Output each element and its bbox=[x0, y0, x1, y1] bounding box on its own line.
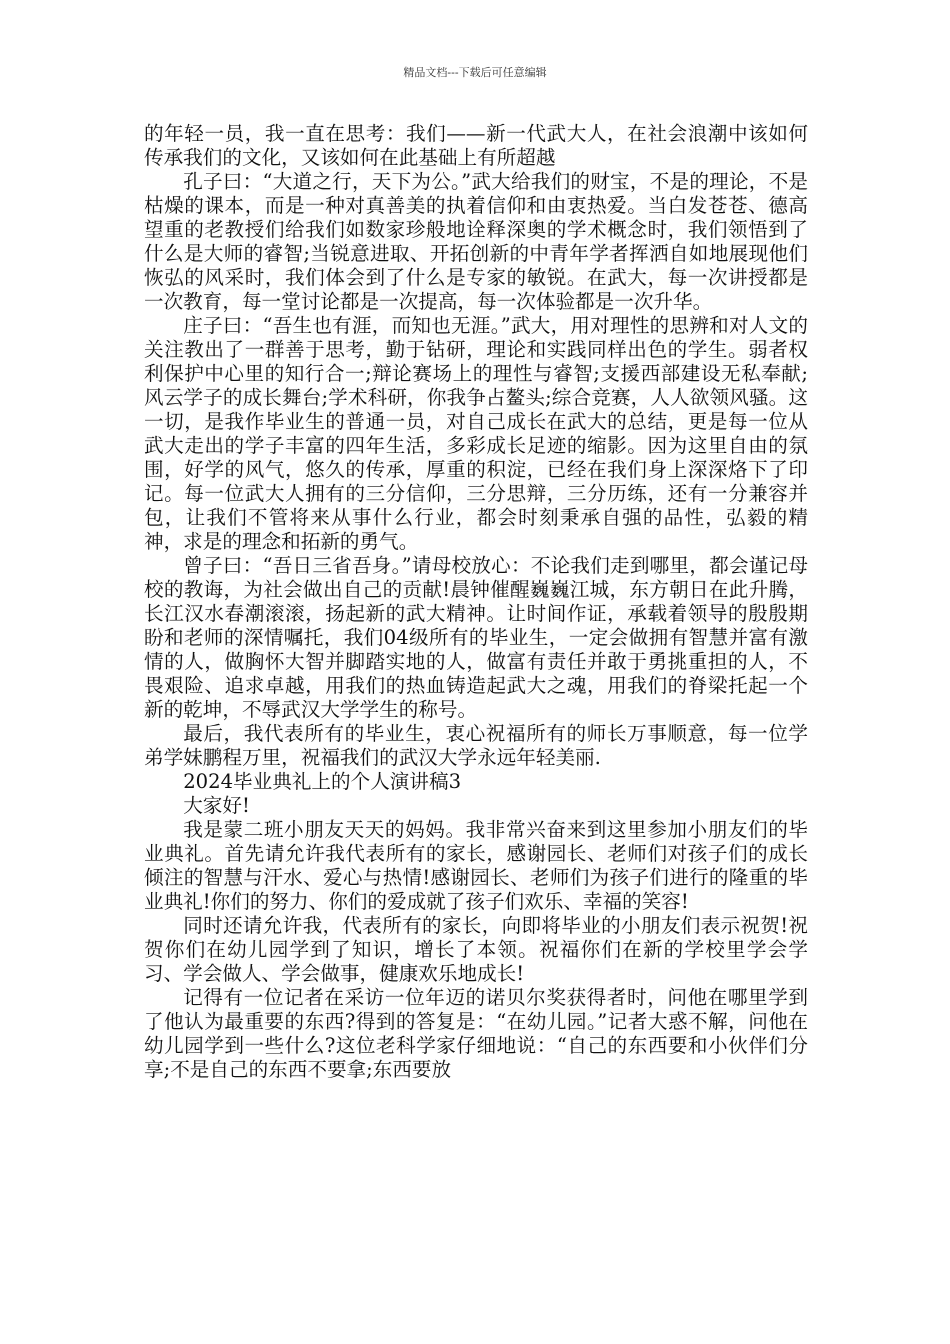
paragraph-4: 曾子曰：“吾日三省吾身。”请母校放心：不论我们走到哪里，都会谨记母校的教诲，为社会做出自己的贡献!晨钟催醒巍巍江城，东方朝日在此升腾，长江汉水春潮滚滚，扬起新的武大精神。让时间作证，承载着领导的殷殷期盼和老师的深情嘱托，我们04级所有的毕业生，一定会做拥有智慧并富有激情的人，做胸怀大智并脚踏实地的人，做富有责任并敢于勇挑重担的人，不畏艰险、追求卓越，用我们的热血铸造起武大之魂，用我们的脊梁托起一个新的乾坤，不辱武汉大学学生的称号。 bbox=[144, 554, 808, 721]
paragraph-3: 庄子曰：“吾生也有涯，而知也无涯。”武大，用对理性的思辨和对人文的关注教出了一群善于思考，勤于钻研，理论和实践同样出色的学生。弱者权利保护中心里的知行合一;辩论赛场上的理性与睿智;支援西部建设无私奉献;风云学子的成长舞台;学术科研，你我争占鳌头;综合竞赛，人人欲领风骚。这一切，是我作毕业生的普通一员，对自己成长在武大的总结，更是每一位从武大走出的学子丰富的四年生活，多彩成长足迹的缩影。因为这里自由的氛围，好学的风气，悠久的传承，厚重的积淀，已经在我们身上深深烙下了印记。每一位武大人拥有的三分信仰，三分思辩，三分历练，还有一分兼容并包，让我们不管将来从事什么行业，都会时刻秉承自强的品性，弘毅的精神，求是的理念和拓新的勇气。 bbox=[144, 314, 808, 553]
document-body bbox=[144, 122, 808, 1082]
paragraph-7: 同时还请允许我，代表所有的家长，向即将毕业的小朋友们表示祝贺!祝贺你们在幼儿园学到了知识，增长了本领。祝福你们在新的学校里学会学习、学会做人、学会做事，健康欢乐地成长! bbox=[144, 914, 808, 985]
paragraph-1: 的年轻一员，我一直在思考：我们——新一代武大人，在社会浪潮中该如何传承我们的文化，又该如何在此基础上有所超越 bbox=[144, 122, 808, 169]
page-header: 精品文档---下载后可任意编辑 bbox=[403, 66, 547, 79]
section-title: 2024毕业典礼上的个人演讲稿3 bbox=[183, 770, 462, 793]
paragraph-5: 最后，我代表所有的毕业生，衷心祝福所有的师长万事顺意，每一位学弟学妹鹏程万里，祝福我们的武汉大学永远年轻美丽. bbox=[144, 722, 808, 769]
paragraph-6: 我是蒙二班小朋友天天的妈妈。我非常兴奋来到这里参加小朋友们的毕业典礼。首先请允许我代表所有的家长，感谢园长、老师们对孩子们的成长倾注的智慧与汗水、爱心与热情!感谢园长、老师们为孩子们进行的隆重的毕业典礼!你们的努力、你们的爱成就了孩子们欢乐、幸福的笑容! bbox=[144, 818, 808, 913]
paragraph-8: 记得有一位记者在采访一位年迈的诺贝尔奖获得者时，问他在哪里学到了他认为最重要的东西?得到的答复是：“在幼儿园。”记者大惑不解，问他在幼儿园学到一些什么?这位老科学家仔细地说：“自己的东西要和小伙伴们分享;不是自己的东西不要拿;东西要放 bbox=[144, 986, 808, 1081]
greeting: 大家好! bbox=[183, 794, 250, 817]
paragraph-2: 孔子曰：“大道之行，天下为公。”武大给我们的财宝，不是的理论，不是枯燥的课本，而是一种对真善美的执着信仰和由衷热爱。当白发苍苍、德高望重的老教授们给我们如数家珍般地诠释深奥的学术概念时，我们领悟到了什么是大师的睿智;当锐意进取、开拓创新的中青年学者挥洒自如地展现他们恢弘的风采时，我们体会到了什么是专家的敏锐。在武大，每一次讲授都是一次教育，每一堂讨论都是一次提高，每一次体验都是一次升华。 bbox=[144, 170, 808, 313]
